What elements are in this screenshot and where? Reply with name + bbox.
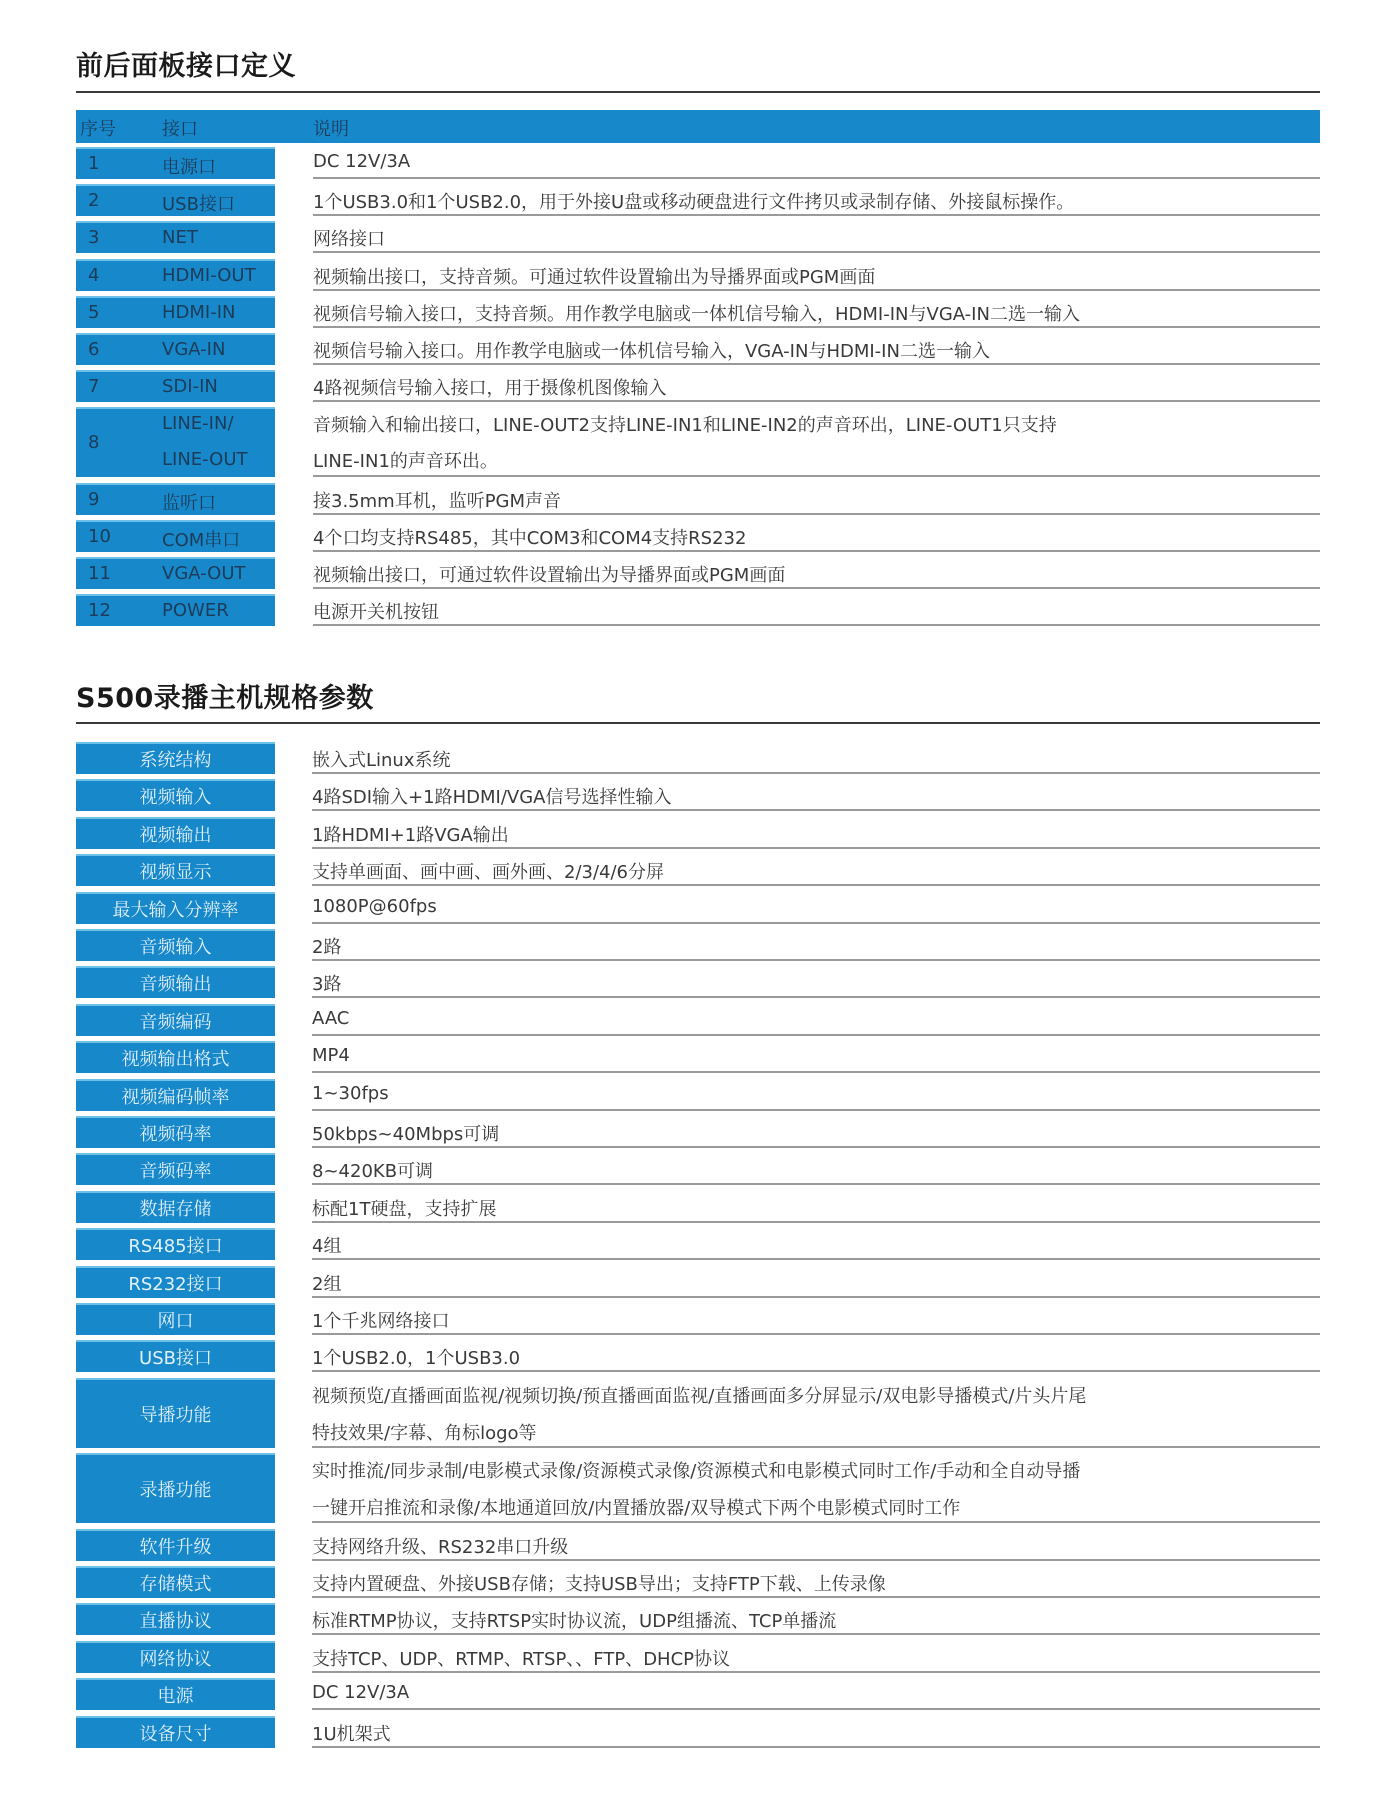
interface-port: LINE-OUT [162, 449, 248, 471]
description-line: 电源开关机按钮 [313, 602, 439, 624]
interface-port: USB接口 [162, 194, 235, 216]
interfaces-table-header [76, 110, 1320, 143]
spec-value-line: 1080P@60fps [312, 895, 437, 917]
spec-value [312, 1678, 1320, 1710]
interfaces-divider [76, 91, 1320, 93]
spec-row [76, 1153, 1320, 1185]
spec-value [312, 1116, 1320, 1148]
spec-label: 设备尺寸 [76, 1716, 275, 1748]
spec-value-line: 8~420KB可调 [312, 1161, 434, 1183]
description-line: 网络接口 [313, 229, 385, 251]
spec-value [312, 1566, 1320, 1598]
spec-value-line: 标准RTMP协议，支持RTSP实时协议流，UDP组播流、TCP单播流 [312, 1611, 837, 1633]
interface-port: 电源口 [162, 157, 216, 178]
description-line: 音频输入和输出接口，LINE-OUT2支持LINE-IN1和LINE-IN2的声音环出，LINE-OUT1只支持 [313, 415, 1057, 437]
interface-row [76, 259, 1320, 291]
interface-index: 7 [88, 376, 100, 398]
spec-value-line: 视频预览/直播画面监视/视频切换/预直播画面监视/直播画面多分屏显示/双电影导播模式/片头片尾 [312, 1385, 1087, 1407]
spec-value [312, 1716, 1320, 1748]
interface-row [76, 184, 1320, 216]
interface-port: POWER [162, 600, 229, 622]
interface-row [76, 221, 1320, 253]
interface-description [313, 296, 1320, 328]
interface-port: NET [162, 227, 198, 249]
spec-label: 存储模式 [76, 1566, 275, 1598]
spec-value [312, 1529, 1320, 1561]
spec-value [312, 1228, 1320, 1260]
spec-value-line: 支持网络升级、RS232串口升级 [312, 1536, 569, 1558]
spec-value [312, 817, 1320, 849]
spec-row [76, 1340, 1320, 1372]
spec-value-line: 4组 [312, 1236, 342, 1258]
spec-label: 视频显示 [76, 854, 275, 886]
spec-row [76, 1191, 1320, 1223]
spec-label: 软件升级 [76, 1529, 275, 1561]
spec-value-line: 1路HDMI+1路VGA输出 [312, 824, 509, 846]
spec-row [76, 1303, 1320, 1335]
interface-row [76, 370, 1320, 402]
spec-row [76, 1716, 1320, 1748]
specs-divider [76, 722, 1320, 724]
specs-title: S500录播主机规格参数 [76, 683, 374, 714]
interface-description [313, 147, 1320, 179]
spec-row [76, 1116, 1320, 1148]
spec-label: 视频码率 [76, 1116, 275, 1148]
description-line: 视频输出接口，支持音频。可通过软件设置输出为导播界面或PGM画面 [313, 266, 876, 288]
interface-label-block [76, 483, 275, 515]
spec-value-line: 1个千兆网络接口 [312, 1311, 450, 1332]
description-line: 视频输出接口，可通过软件设置输出为导播界面或PGM画面 [313, 565, 786, 586]
interface-port: LINE-IN/ [162, 413, 234, 435]
spec-value-line: 2路 [312, 937, 342, 958]
interface-description [313, 407, 1320, 477]
spec-label: 最大输入分辨率 [76, 892, 275, 924]
spec-value [312, 966, 1320, 998]
description-line: 4个口均支持RS485，其中COM3和COM4支持RS232 [313, 527, 747, 549]
interface-index: 4 [88, 264, 100, 286]
spec-value-line: DC 12V/3A [312, 1682, 410, 1704]
spec-label: USB接口 [76, 1340, 275, 1372]
spec-value [312, 1191, 1320, 1223]
interface-label-block [76, 594, 275, 626]
spec-value-line: 50kbps~40Mbps可调 [312, 1124, 500, 1145]
spec-value-line: 2组 [312, 1273, 342, 1295]
interface-description [313, 483, 1320, 515]
interface-index: 2 [88, 190, 100, 212]
spec-label: 视频输出格式 [76, 1041, 275, 1073]
spec-value [312, 854, 1320, 886]
spec-row [76, 1529, 1320, 1561]
interface-port: HDMI-IN [162, 301, 236, 323]
interface-description [313, 557, 1320, 589]
spec-row [76, 1566, 1320, 1598]
interface-description [313, 520, 1320, 552]
interface-label-block [76, 370, 275, 402]
spec-value [312, 1378, 1320, 1448]
spec-row [76, 966, 1320, 998]
interface-index: 3 [88, 227, 100, 249]
spec-label: 音频输出 [76, 966, 275, 998]
spec-value-line: 一键开启推流和录像/本地通道回放/内置播放器/双导模式下两个电影模式同时工作 [312, 1498, 961, 1520]
spec-row [76, 1641, 1320, 1673]
interface-description [313, 259, 1320, 291]
interface-port: SDI-IN [162, 376, 218, 398]
spec-label: 视频编码帧率 [76, 1079, 275, 1111]
interface-index: 8 [88, 432, 100, 454]
spec-value [312, 1303, 1320, 1335]
interface-label-block [76, 259, 275, 291]
spec-label: RS485接口 [76, 1228, 275, 1260]
spec-value-line: 3路 [312, 974, 342, 996]
description-line: DC 12V/3A [313, 151, 411, 172]
interface-index: 12 [88, 600, 111, 622]
spec-value-line: 支持单画面、画中画、画外画、2/3/4/6分屏 [312, 862, 665, 884]
spec-label: 电源 [76, 1678, 275, 1710]
interface-label-block [76, 184, 275, 216]
header-description: 说明 [313, 119, 349, 140]
interface-label-block [76, 147, 275, 179]
spec-row [76, 1041, 1320, 1073]
spec-value-line: 实时推流/同步录制/电影模式录像/资源模式录像/资源模式和电影模式同时工作/手动和全自动导播 [312, 1461, 1081, 1483]
interface-row [76, 296, 1320, 328]
spec-row [76, 1603, 1320, 1635]
interface-label-block [76, 221, 275, 253]
spec-value-line: 嵌入式Linux系统 [312, 750, 451, 771]
spec-row [76, 1079, 1320, 1111]
description-line: 接3.5mm耳机，监听PGM声音 [313, 490, 562, 512]
interface-index: 1 [88, 153, 100, 174]
description-line: LINE-IN1的声音环出。 [313, 451, 498, 473]
description-line: 视频信号输入接口。用作教学电脑或一体机信号输入，VGA-IN与HDMI-IN二选一输入 [313, 341, 990, 362]
spec-value-line: 支持内置硬盘、外接USB存储；支持USB导出；支持FTP下载、上传录像 [312, 1574, 886, 1595]
spec-row [76, 817, 1320, 849]
spec-label: 系统结构 [76, 742, 275, 774]
interface-description [313, 594, 1320, 626]
interface-row [76, 407, 1320, 477]
interface-port: 监听口 [162, 492, 216, 514]
spec-value-line: 4路SDI输入+1路HDMI/VGA信号选择性输入 [312, 787, 672, 809]
spec-value-line: 特技效果/字幕、角标logo等 [312, 1422, 537, 1444]
interface-index: 11 [88, 563, 111, 584]
interface-description [313, 221, 1320, 253]
interface-label-block [76, 333, 275, 365]
interface-port: VGA-IN [162, 339, 226, 360]
interface-label-block [76, 296, 275, 328]
spec-value [312, 1041, 1320, 1073]
interface-row [76, 147, 1320, 179]
interface-row [76, 483, 1320, 515]
interface-index: 5 [88, 301, 100, 323]
interface-label-block [76, 407, 275, 477]
spec-label: 音频码率 [76, 1153, 275, 1185]
spec-value-line: 支持TCP、UDP、RTMP、RTSP、、FTP、DHCP协议 [312, 1648, 731, 1670]
spec-value [312, 779, 1320, 811]
spec-row [76, 1004, 1320, 1036]
spec-label: RS232接口 [76, 1266, 275, 1298]
interface-index: 9 [88, 488, 100, 510]
spec-row [76, 929, 1320, 961]
description-line: 4路视频信号输入接口，用于摄像机图像输入 [313, 378, 667, 400]
interfaces-title: 前后面板接口定义 [76, 51, 296, 82]
spec-label: 导播功能 [76, 1378, 275, 1448]
spec-label: 音频编码 [76, 1004, 275, 1036]
interface-row [76, 594, 1320, 626]
interface-port: HDMI-OUT [162, 264, 256, 286]
spec-row [76, 742, 1320, 774]
spec-row [76, 1453, 1320, 1523]
spec-value [312, 1603, 1320, 1635]
interface-index: 10 [88, 525, 111, 547]
spec-row [76, 892, 1320, 924]
interface-port: COM串口 [162, 529, 241, 551]
spec-value [312, 892, 1320, 924]
interface-index: 6 [88, 339, 100, 360]
interface-description [313, 370, 1320, 402]
spec-row [76, 1228, 1320, 1260]
description-line: 1个USB3.0和1个USB2.0，用于外接U盘或移动硬盘进行文件拷贝或录制存储、外接鼠标操作。 [313, 192, 1075, 214]
interface-description [313, 333, 1320, 365]
interface-row [76, 333, 1320, 365]
spec-value [312, 1641, 1320, 1673]
spec-label: 数据存储 [76, 1191, 275, 1223]
spec-value-line: 1~30fps [312, 1082, 389, 1104]
interface-port: VGA-OUT [162, 563, 246, 584]
spec-label: 音频输入 [76, 929, 275, 961]
spec-value-line: 1个USB2.0，1个USB3.0 [312, 1348, 521, 1370]
interface-description [313, 184, 1320, 216]
description-line: 视频信号输入接口，支持音频。用作教学电脑或一体机信号输入，HDMI-IN与VGA-IN二选一输入 [313, 303, 1080, 325]
interface-label-block [76, 520, 275, 552]
spec-row [76, 1266, 1320, 1298]
spec-value-line: AAC [312, 1007, 350, 1029]
spec-value-line: 标配1T硬盘，支持扩展 [312, 1198, 497, 1220]
spec-value-line: 1U机架式 [312, 1723, 391, 1745]
spec-label: 网口 [76, 1303, 275, 1335]
spec-value [312, 1153, 1320, 1185]
spec-label: 直播协议 [76, 1603, 275, 1635]
spec-row [76, 1378, 1320, 1448]
spec-label: 视频输出 [76, 817, 275, 849]
spec-row [76, 1678, 1320, 1710]
spec-row [76, 854, 1320, 886]
spec-value [312, 1266, 1320, 1298]
interface-row [76, 520, 1320, 552]
header-port: 接口 [162, 119, 198, 140]
spec-value [312, 1004, 1320, 1036]
interface-label-block [76, 557, 275, 589]
spec-value [312, 1079, 1320, 1111]
spec-label: 视频输入 [76, 779, 275, 811]
spec-value-line: MP4 [312, 1045, 350, 1067]
header-index: 序号 [80, 119, 116, 140]
spec-value [312, 929, 1320, 961]
interface-row [76, 557, 1320, 589]
spec-value [312, 1340, 1320, 1372]
spec-value [312, 1453, 1320, 1523]
spec-label: 录播功能 [76, 1453, 275, 1523]
spec-value [312, 742, 1320, 774]
spec-label: 网络协议 [76, 1641, 275, 1673]
spec-row [76, 779, 1320, 811]
